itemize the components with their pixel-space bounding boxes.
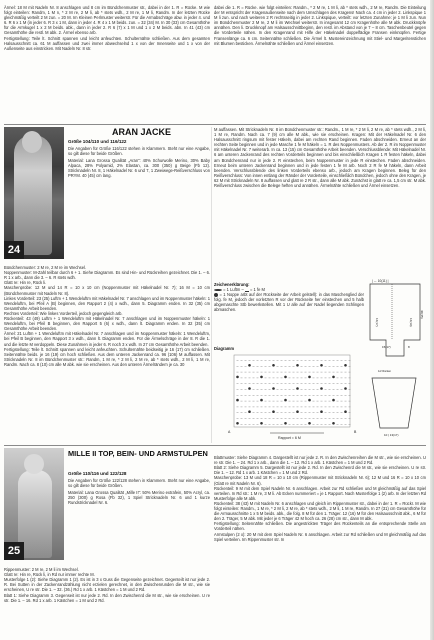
bobble-stitch <box>236 376 239 379</box>
mille-body-text: Rippenmuster: 2 M re, 2 M li im Wechsel. Glatt re: Hin re, Rück li, in Rd nur immer rechte M. Musterfolge 1 (2): Siehe Diagramm 1 (2). Es ist in 3 x Guss die Gegenseite gezeichnet. Gegenteilt ist nur jede 2. R. Bei Sutten in der Zackenrandzählung nicht erzielen gerechnet, in den Zwischenrunden die M str., wie sie erscheinen, U re str. Die 1. – 32. (36.) Rd 1 x arb. 1 Kästchen = 1 M und 2 Rd. Blatt 1: Siehe Diagramm 3. Gegenseit ist nur jede 2. Rd. In den Zwischenrd die M str., wie sie erscheinen. U re str. Die 1. – 16. Rd 1 x arb. 1 Kästchen = 1 M und 2 Rd. <box>4 567 210 603</box>
bobble-stitch <box>260 376 263 379</box>
divider-top <box>4 124 426 125</box>
aran-intro-text: Die Angaben für Größe 116/122 stehen in Klammern. Steht nur eine Angabe, so gilt diese für beide Größen. <box>68 146 210 157</box>
schnitt-label-side: 16(19) <box>409 318 413 327</box>
mille-body <box>4 562 210 636</box>
schnitt-svg <box>364 278 428 438</box>
rapport-label: Rapport = 6 M <box>278 436 301 440</box>
bobble-stitch <box>320 387 323 390</box>
aran-body <box>4 260 210 442</box>
aran-material-text: Material: Lana Grossa Qualität „Aran“: 40% Schurwolle Merino, 30% Baby Alpaca, 28% Polyamid, 2% Elastan, ca. 300 (350) g Beige (Fb 12). Stricknadeln Nr. 8, 1 Häkelnadel Nr. 6 und 7, 1 Zweiwege-Reißverschluss von PRYM. 40 (45) cm lang. <box>68 158 210 179</box>
mille-intro-text: Die Angaben für Größe 122/128 stehen in Klammern. Steht nur eine Angabe, so gilt diese für beide Größen. <box>68 478 210 489</box>
arrow-b: B <box>354 430 357 434</box>
bobble-stitch <box>296 364 299 367</box>
bobble-stitch <box>284 399 287 402</box>
mille-right-body <box>214 450 426 636</box>
top-left-column <box>4 5 210 87</box>
aran-jacket-photo <box>4 127 64 259</box>
bobble-stitch <box>272 387 275 390</box>
legend-item-luftm: = 1 Luftm – = 1 fe M <box>214 287 364 292</box>
bobble-stitch <box>284 376 287 379</box>
top-right-column <box>214 5 426 87</box>
diagram-title: Diagramm <box>214 346 235 351</box>
photo-head-2 <box>24 454 44 474</box>
bobble-stitch <box>248 387 251 390</box>
schnitt-label-height: 40(45) <box>420 310 424 319</box>
bobble-stitch <box>308 399 311 402</box>
bobble-stitch <box>236 399 239 402</box>
photo-head <box>22 131 42 153</box>
mille-right-text: Blattmuster: Siehe Diagramm 4. Dargestellt ist nur jede 2. R. In den Zwischenreihen die M str., wie sie erscheinen. U re str. Die 1. – 24. Rd 1 x arb., dann die 1. – 12. Rd 1 x arb. 1 Kästchen = 1 M und 2 Rd. Blatt 2: Siehe Diagramm 5. Dargestellt ist nur jede 2. Rd. In den Zwischenrd die M str., wie sie erscheinen. U re str. Die 1. – 12. Rd 1 x arb. 1 Kästchen = 1 M und 2 Rd. Maschenprobe: 13 M und 18 R = 10 x 10 cm (Rippenmuster mit Stricknadeln Nr. 6); 12 M und 16 R = 10 x 10 cm (Glatt re mit Nadeln Nr. 6). Rückenteil: 9 M mit dem Spiel Nadeln Nr. 6 anschlagen. Arbeit zur Rd schließen und M gleichmäßig auf das Spiel verteilen. In Rd str.: 1 M re, 3 M li. Ab Ecken nummeriert = je 1 Rapport. Nach Musterfolge 1 (2) arb. In der letzten Rd Musterfolge alle M abk. Rückenteil: 38 (43) M mit Nadeln Nr. 6 anschlagen und gleich im Rippenmuster str., dabei in der 1. R = Rückr. M wie folgt einteilen: Randm., 1 M re, * 2 M li, 2 M re, ab * stets wdh., 2 M li, 1 M re, Randm. In 27 (31) cm Gesamthöhe für die Armausschnitte 1 x 5 M beids. abk., die folg. 8 M für den 1. Träger. 12 (16) M für den Halsausschnitt abk., 6 M für den 2. Träger, 5 M abk. Mit jeder je 6 Träger 42 M hoch ca. 26 (28) cm str., dann M abk. Fertigstellung: Seitennähte schließen. Die angestrickten Träger des Rückenteils an die entsprechende Stelle am Vorderteil nähen. Armstulpen (2 x): 20 M mit dem Spiel Nadeln Nr. 6 anschlagen. Arbeit zur Rd schließen und M gleichmäßig auf das Spiel verteilen. Im Rippenmuster str. In <box>214 455 426 542</box>
mille-top-photo <box>4 448 64 560</box>
schnitt-label-shoulder: 16(17) <box>375 318 379 327</box>
bobble-stitch <box>296 410 299 413</box>
divider-middle <box>4 445 426 446</box>
bobble-stitch <box>260 399 263 402</box>
aran-intro <box>68 146 210 258</box>
bobble-stitch <box>272 364 275 367</box>
bobble-stitch <box>248 410 251 413</box>
bobble-stitch <box>344 364 347 367</box>
mille-intro <box>68 478 210 560</box>
stitch-diagram <box>214 353 364 443</box>
schnitt-label-top: | ↔ 10(11) | <box>372 279 389 283</box>
aran-body-text: Bündchenmuster: 2 M re, 2 M re im Wechsel. Noppenmuster: M-Zahl teilbar durch 6 + 1. Siehe Diagramm. Es sind Hin- und Rückreihen gezeichnet. Die 1. – 6. R 1 x arb., dann die 3. – 6. R stets wdh. Glatt re: Hin re, Rück li. Maschenprobe: 12 M und 14 R = 10 x 10 cm (Noppenmuster mit Häkelnadel Nr. 7); 16 M = 10 cm (Bündchenmuster mit Nadeln Nr. 8). Linkes Vorderteil: 23 (25) Luftm + 1 Wendeluftm mit Häkelnadel Nr. 7 anschlagen und im Noppenmuster häkeln: 1 Wendeluftm, bei Pfeil A (B) beginnen, den Rapport 2 (4) x wdh., dann 5. Diagramm enden. In 32 (35) cm Gesamthöhe Arbeit beenden. Rechtes Vorderteil: Wie linkes Vorderteil, jedoch gegengleich arb. Rückenteil: 43 (49) Luftm + 1 Wendeluftm mit Häkelnadel Nr. 7 anschlagen und im Noppenmuster häkeln: 1 Wendeluftm, bei Pfeil B beginnen, den Rapport 5 (6) x wdh., dann lt. Diagramm enden. In 32 (35) cm Gesamthöhe Arbeit beenden. Ärmel: 21 Luftm + 1 Wendeluftm mit Häkelnadel Nr. 7 anschlagen und im Noppenmuster häkeln: 1 Wendeluftm, bei Pfeil B beginnen, den Rapport 3 x wdh., dann lt. Diagramm enden. Für die Ärmelschräge in der 8. R die 1. und die letzte M verdoppeln. Diese Zunahmen in jeder 6. R noch 3 x wdh. In 27 cm Gesamthöhe Arbeit beenden. Fertigstellung: Teile lt. Schnitt spannen und leicht anfeuchten. Schulternähte beidseitig je 16 (17) cm schließen. Seitennähte beids. je 16 (19) cm hoch schließen. Aus dem unteren Jackenrand ca. 96 (106) M auffassen. Mit Stricknadeln Nr. 8 im Bündchenmuster str.: Randm, 1 M re, * 2 M li, 2 M re, ab * stets wdh., 2 M li, 1 M re, Randm. Nach ca. 8 (10) cm alle M abk. wie sie erscheinen. Aus den unteren Ärmelrändern je ca. 30 <box>4 265 210 367</box>
bobble-stitch <box>308 376 311 379</box>
top-left-paragraph-1: Ärmel: 18 M mit Nadeln Nr. 8 anschlagen und 8 cm im Bündchenmuster str., dabei in der 1. R = Rücke. M wie folgt einteilen: Randm, 1 M n, * 2 M re, 2 M li, ab * stets wdh., 2 M re, 1 M li, Randm. In der letzten Rücke gleichmäßig verteilt 2 M zun. = 20 M. Im Kleinen Perlmuster weiterstr. Für die Armabschräge abw. in jeder 4. und 6. R 6 x 1 M (in jeder 6. R 3 x 1 M, dann in jeder 4. R 4 x 1 M beids. zun. = 32 (34) M. In 30 (33) cm Gesamthöhe für die Armkugel 1 x 2 M beids. abk., dann in jeder 2. R 6 (7) x 1 M und 1 x 2 M beids. abn. In 41 (43) cm Gesamthöhe die restl. M abk. 2. Ärmel ebenso arb. <box>4 5 210 36</box>
bobble-stitch <box>284 422 287 425</box>
aran-sizes: Größe 104/110 und 116/122 <box>68 139 127 144</box>
pattern-number-badge: 24 <box>4 241 24 259</box>
photo-figure <box>14 135 52 255</box>
bobble-stitch <box>344 387 347 390</box>
bobble-stitch <box>332 376 335 379</box>
bobble-stitch <box>272 410 275 413</box>
schnitt-label-bottom: 10 | 13(17) <box>384 433 399 437</box>
legend-item-noppe: = 1 Noppe arbt auf der Rückseite der Arbeit gelstell): in das Maschenglied der folg. fe M, jedoch der vorletzten R vor der Rückseite her einstechen und 5 halb abgemaschte Stb bewerkstellen. Mit 1 U alle auf der Nadel liegenden Schlingen abmaschen. <box>214 292 364 313</box>
bobble-stitch <box>332 422 335 425</box>
legend-title: Zeichenerklärung: <box>214 282 250 287</box>
chain-symbol-icon <box>214 289 222 291</box>
bobble-stitch <box>320 364 323 367</box>
page-edge <box>430 0 434 640</box>
arrow-a: A <box>228 430 231 434</box>
schnitt-label-width: 15(17) <box>382 345 391 349</box>
aran-title: ARAN JACKE <box>112 127 172 137</box>
stitch-diagram-svg <box>214 353 364 443</box>
schnitt-diagram <box>364 278 428 438</box>
aran-right-text: M auffassen. Mit Stricknadeln Nr. 8 im Bündchenmuster str.: Randm., 1 M re, * 2 M li, 2 M re, ab * stets wdh., 2 M li, 1 M re, Randm. Nach ca. 7 (9) cm alle M abk., wie sie erscheinen. Kragen: Mit der Häkelnadel Nr. 6 den Halsausschnitt ringsum mit fester Häkeln, dabei am rechten Rand beginnen. Faden abschneiden. Erneut an der rechten Seite beginnen und in jede Masche 1 fe M häkeln = 1. R des Noppenmusters. Ab der 2. R im Noppenmuster mit Häkelnadel Nr. 7 weiterarb. In ca. 13 (15) cm Gesamthöhe Arbeit beenden. Verschlussblende: Mit Häkelnadel Nr. 6 am unteren Jackenrand des rechten Vorderteils beginnen und bis einschließlich Kragen 1 R festen häkeln, dabei am Bündchenrand nur in jede 2. R einstechen, beim Noppenmuster in jede R einstechen. Faden abschneiden. Erneut beim unteren Jackenrand beginnen und in jede festen 1 fe M arb. Noch 2 R fe M häkeln, dann Arbeit beenden. Verschlussblende des linken Vorderteils ebenso arb., jedoch am Kragen beginnen. Beleg für den Reißverschluss: Von innen entlang der Ränder der Vorderteile, einschließlich Bündchen, jedoch ohne den Kragen, je 62 M mit Stricknadeln Nr. 8 auffassen und glatt re 2 R str., dann alle M abk. Zunächst in glatt re ca. 1,5 cm str. M abk. Reißverschluss zwischen die Belege heften und annähen. Ärmelnähte schließen und Ärmel einsetzen. <box>214 127 426 189</box>
column-divider <box>211 127 212 443</box>
pattern-number-badge-2: 25 <box>4 542 24 560</box>
top-right-paragraph-1: dabei die 1. R = Rücke. wie folgt einteilen: Randm., * 2 M re, 1 M li, ab * stets wdh., 2 M re, Randm. Die Einteilung der M entspricht der Kragenaußenseite nach dem Umschlagen des Kragens! Nach ca. 4 cm in jeder 2. Linkspique 1 M li zun. und nach weiteren 2 R rechtsseitig in jeder 2. Linkspique, verteilt: vor letzten Zunahme: je 1 M li zun. Nun im Bündchenmuster 2 M re, 2 M li im Wechsel weiterstr. In insgesamt 12 cm Kragenhöhe alle M abk. Druckknöpfe annähen. Den li. Druckknopf am Halsausschnittbeginn, den restl. im Abstand von je 7 – 8 cm. Taschenbeutel gegen die Vorderteile nähen. In den Kragenrand mit Hilfe der Häkelnadel doppelfädige Fransen einknüpfen. Fertige Fransenlänge ca. 6 cm. Seitennähte schließen. Die Ärmel lt. Mustereinzeichnung mit Stiel- und Margeritenstichen mit Blumen besticken. Ärmelnähte schließen und Ärmel einsetzen. <box>214 5 426 46</box>
bobble-stitch <box>248 364 251 367</box>
bobble-stitch <box>320 410 323 413</box>
bobble-stitch <box>296 387 299 390</box>
diagram-frame <box>234 355 350 427</box>
bobble-stitch <box>236 422 239 425</box>
bobble-stitch <box>308 422 311 425</box>
mille-title: MILLE II TOP, BEIN- UND ARMSTULPEN <box>68 449 208 458</box>
top-left-paragraph-2: Fertigstellung: Teile lt. Schnitt spannen und leicht anfeuchten. Schulternähte schließen. Aus dem gesamten Halsausschnitt ca. 61 M auffassen und zwei immer abwechselnd 1 x von der Innenseite und 1 x von der Außenseite aus einstricken. Mit Nadeln Nr. 8 str. <box>4 35 210 51</box>
mille-material-text: Material: Lana Grossa Qualität „Mille II“: 50% Merino extrafein, 50% Acryl, ca. 250 (300) g Rosa (Fb 32), 1 Spiel Stricknadeln Nr. 6 und 1 kurze Rundstricknadel Nr. 6. <box>68 490 210 506</box>
aran-right-body <box>214 127 426 277</box>
schnitt-label-8: 8 <box>408 345 410 349</box>
bobble-stitch <box>332 399 335 402</box>
symbol-legend <box>214 282 364 344</box>
sleeve-outline <box>372 378 416 428</box>
bobble-stitch <box>344 410 347 413</box>
schnitt-label-piece: 1/2 Rücken <box>378 370 392 373</box>
bobble-stitch <box>260 422 263 425</box>
mille-sizes: Größe 110/116 und 122/128 <box>68 471 127 476</box>
